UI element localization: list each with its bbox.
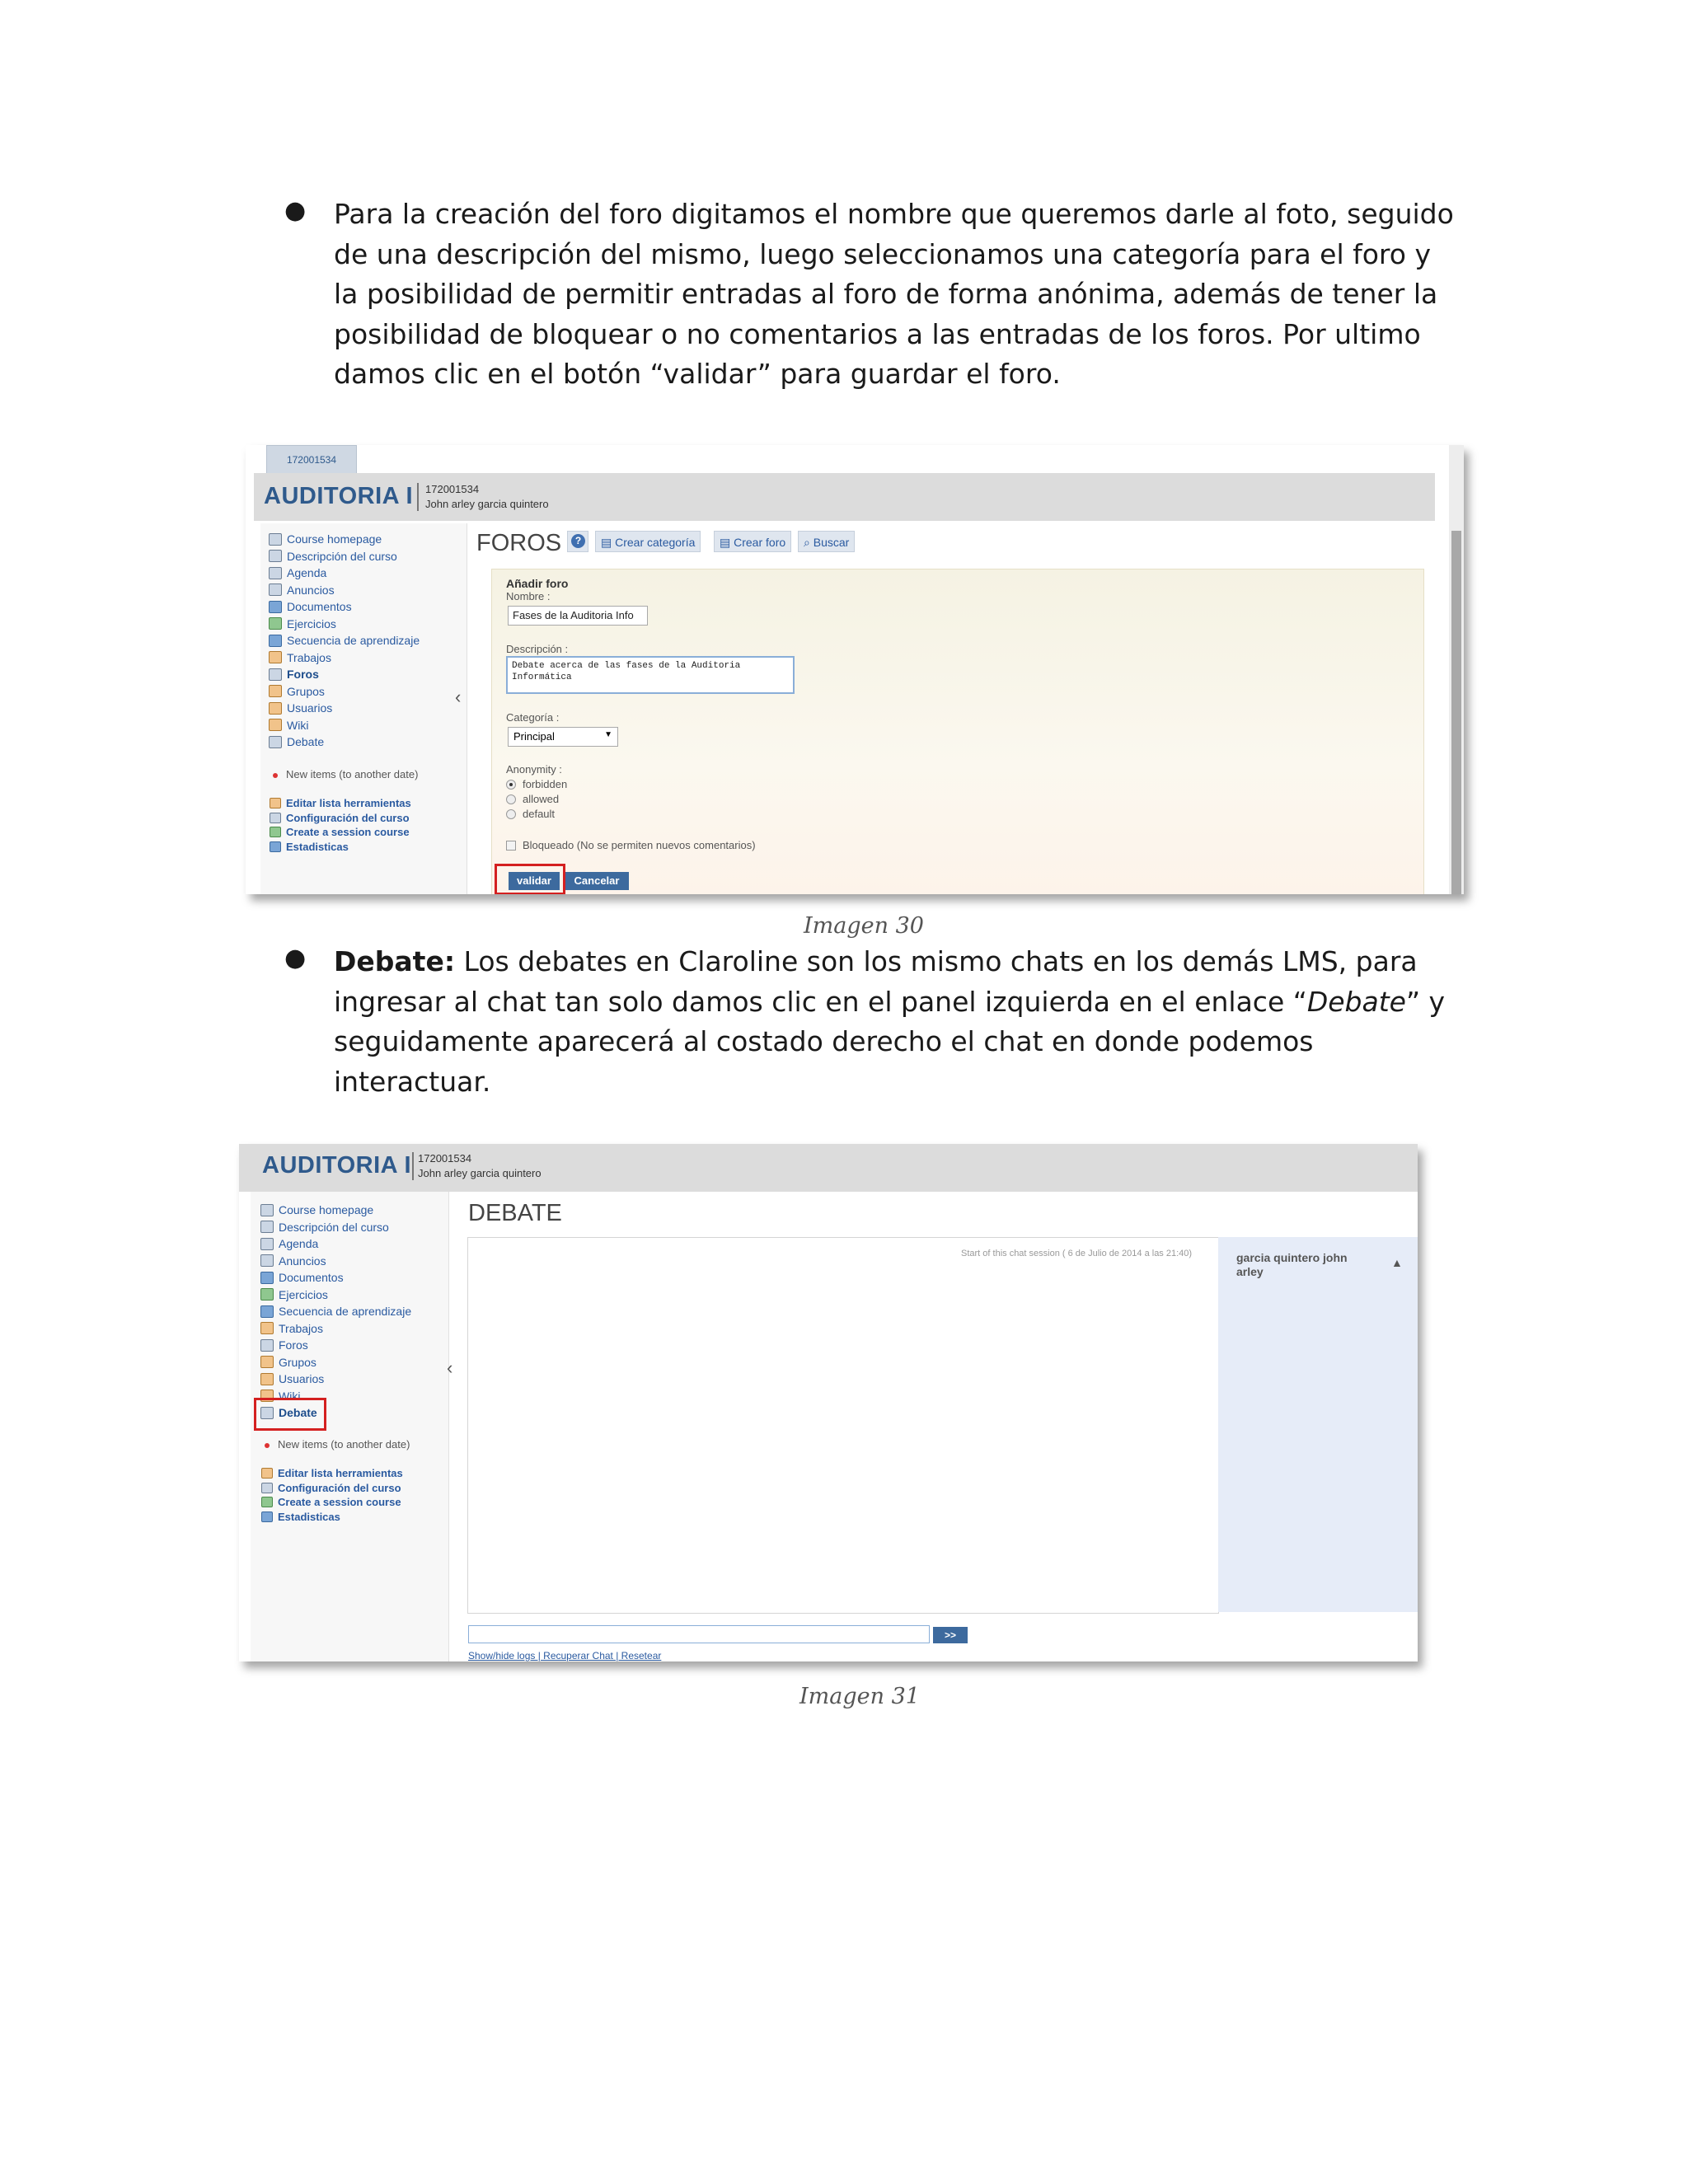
tool-label: Estadisticas [286, 840, 349, 853]
checkmark-icon [260, 1288, 274, 1301]
participant-name: garcia quintero john arley [1236, 1251, 1348, 1278]
radio-forbidden[interactable] [506, 778, 567, 790]
menu-item-label: Debate [279, 1406, 317, 1420]
course-title[interactable]: AUDITORIA I [262, 1152, 412, 1179]
menu-item-ejercicios[interactable] [269, 616, 420, 633]
collapse-chevron-icon[interactable]: ‹ [447, 1357, 453, 1378]
user-icon [260, 1373, 274, 1385]
menu-item-label: Secuencia de aprendizaje [279, 1305, 412, 1319]
tool-label: Editar lista herramientas [278, 1467, 403, 1480]
menu-item-label: Agenda [287, 566, 327, 580]
collapse-chevron-icon[interactable]: ‹ [455, 687, 462, 707]
checkbox-label: Bloqueado (No se permiten nuevos comentarios) [523, 839, 756, 851]
new-item-dot-icon [273, 773, 278, 778]
folder-icon [260, 1272, 274, 1284]
menu-item-descripcion[interactable] [269, 548, 420, 565]
button-label: Crear foro [734, 536, 786, 549]
tool-estadisticas[interactable] [261, 1510, 403, 1525]
home-icon [269, 533, 282, 546]
forum-add-icon: ▤ [720, 536, 734, 549]
user-name: John arley garcia quintero [425, 498, 549, 510]
tool-label: Create a session course [286, 826, 410, 839]
menu-item-usuarios[interactable] [260, 1371, 411, 1388]
chat-input[interactable] [468, 1625, 930, 1643]
chat-links[interactable]: Show/hide logs | Recuperar Chat | Resetear [468, 1650, 662, 1661]
course-tools [270, 796, 411, 854]
menu-item-ejercicios[interactable] [260, 1286, 411, 1304]
tool-label: Create a session course [278, 1496, 401, 1509]
menu-item-agenda[interactable] [260, 1235, 411, 1253]
menu-item-label: Ejercicios [287, 616, 336, 630]
chart-icon [261, 1511, 273, 1522]
bullet: ● [284, 196, 307, 225]
cancelar-button[interactable]: Cancelar [565, 872, 629, 890]
tool-configuracion[interactable] [270, 811, 411, 826]
menu-item-documentos[interactable] [269, 598, 420, 616]
group-icon [260, 1356, 274, 1368]
anonymity-label: Anonymity : [506, 763, 562, 776]
chart-icon [270, 841, 281, 852]
chat-start-note: Start of this chat session ( 6 de Julio de 2014 a las 21:40) [961, 1249, 1193, 1258]
menu-item-label: Documentos [287, 600, 352, 614]
chat-icon [269, 736, 282, 748]
folder-add-icon: ▤ [601, 536, 616, 549]
menu-item-documentos[interactable] [260, 1269, 411, 1286]
menu-item-agenda[interactable] [269, 565, 420, 582]
nombre-label: Nombre : [506, 590, 551, 602]
wiki-icon [269, 719, 282, 731]
scrollbar-thumb[interactable] [1451, 531, 1461, 894]
categoria-value: Principal [513, 730, 555, 743]
home-icon [260, 1204, 274, 1216]
tool-configuracion[interactable] [261, 1481, 403, 1496]
pencil-icon [261, 1468, 273, 1479]
participants-panel [1218, 1237, 1418, 1612]
nombre-input[interactable]: Fases de la Auditoria Info [508, 606, 648, 626]
screenshot-debate [239, 1144, 1418, 1661]
menu-item-secuencia[interactable] [260, 1303, 411, 1320]
menu-item-label: Grupos [279, 1355, 316, 1369]
chevron-down-icon: ▼ [604, 730, 612, 739]
info-icon [260, 1221, 274, 1233]
search-icon: ⌕ [804, 536, 814, 549]
menu-item-descripcion[interactable] [260, 1219, 411, 1236]
course-code: 172001534 [418, 1152, 472, 1165]
user-icon [269, 702, 282, 715]
radio-icon [506, 780, 516, 790]
form-title: Añadir foro [506, 577, 569, 590]
button-label: Crear categoría [615, 536, 696, 549]
new-items-note [273, 768, 418, 780]
tool-estadisticas[interactable] [270, 840, 411, 855]
header-separator [417, 483, 419, 511]
menu-item-anuncios[interactable] [260, 1253, 411, 1270]
tool-create-session[interactable] [270, 825, 411, 840]
tool-label: Estadisticas [278, 1510, 340, 1523]
menu-item-label: Usuarios [287, 701, 333, 715]
menu-item-label: Anuncios [279, 1254, 326, 1268]
radio-icon [506, 794, 516, 804]
menu-item-course-homepage[interactable] [260, 1202, 411, 1219]
menu-item-label: Trabajos [279, 1321, 323, 1335]
radio-label: allowed [523, 793, 560, 805]
crear-foro-button[interactable] [714, 531, 791, 552]
new-item-dot-icon [265, 1443, 270, 1448]
menu-item-anuncios[interactable] [269, 582, 420, 599]
refresh-icon [270, 827, 281, 837]
menu-item-label: Debate [287, 735, 325, 749]
menu-item-label: Wiki [279, 1389, 301, 1403]
menu-item-label: Usuarios [279, 1372, 325, 1386]
menu-item-label: Descripción del curso [287, 549, 397, 563]
menu-item-course-homepage[interactable] [269, 531, 420, 548]
pencil-icon [270, 798, 281, 808]
menu-item-label: Anuncios [287, 583, 335, 597]
course-tab[interactable]: 172001534 [266, 445, 357, 474]
scrollbar[interactable] [1449, 445, 1464, 894]
crear-categoria-button[interactable] [595, 531, 701, 552]
menu-item-usuarios[interactable] [269, 700, 420, 717]
tool-editar-lista[interactable] [261, 1466, 403, 1481]
course-menu [269, 531, 420, 751]
new-items-note [265, 1438, 410, 1451]
course-header [254, 473, 1435, 521]
page-title: DEBATE [468, 1200, 562, 1226]
announcement-icon [260, 1254, 274, 1267]
send-button[interactable]: >> [933, 1627, 968, 1643]
calendar-icon [269, 567, 282, 579]
descripcion-label: Descripción : [506, 643, 569, 655]
menu-item-wiki[interactable] [269, 717, 420, 734]
validar-button[interactable]: validar [509, 872, 560, 890]
group-icon [269, 685, 282, 697]
radio-label: default [523, 808, 556, 820]
debate-bold-label: Debate: [334, 945, 456, 977]
menu-item-label: Trabajos [287, 650, 331, 664]
page-title: FOROS [476, 530, 562, 556]
radio-allowed[interactable] [506, 793, 559, 805]
course-menu [260, 1202, 411, 1422]
menu-item-foros[interactable] [260, 1337, 411, 1354]
categoria-select[interactable] [508, 727, 618, 747]
course-code: 172001534 [425, 483, 480, 495]
new-items-label: New items (to another date) [286, 768, 419, 780]
assignment-icon [269, 651, 282, 663]
caption-imagen-30: Imagen 30 [804, 913, 924, 939]
screenshot-foros [246, 445, 1464, 894]
assignment-icon [260, 1322, 274, 1334]
radio-icon [506, 809, 516, 819]
menu-item-label: Documentos [279, 1271, 344, 1285]
highlight-debate [254, 1398, 326, 1431]
menu-item-label: Ejercicios [279, 1287, 328, 1301]
folder-icon [269, 601, 282, 613]
descripcion-textarea[interactable]: Debate acerca de las fases de la Auditoria Informática [506, 656, 795, 694]
categoria-label: Categoría : [506, 711, 560, 724]
chat-messages [467, 1237, 1219, 1614]
checkmark-icon [269, 617, 282, 630]
menu-item-label: Course homepage [279, 1203, 374, 1217]
highlight-validar [495, 864, 565, 894]
menu-item-label: Foros [279, 1338, 308, 1352]
menu-item-label: Secuencia de aprendizaje [287, 634, 420, 648]
header-separator [412, 1152, 414, 1180]
menu-item-grupos[interactable] [260, 1354, 411, 1371]
menu-item-label: Foros [287, 668, 319, 682]
tool-label: Editar lista herramientas [286, 797, 411, 810]
tool-label: Configuración del curso [278, 1481, 401, 1494]
menu-item-label: Course homepage [287, 532, 382, 546]
radio-default[interactable] [506, 808, 555, 820]
paragraph-debate [334, 942, 1455, 1102]
menu-item-trabajos[interactable] [260, 1320, 411, 1338]
buscar-button[interactable] [798, 531, 855, 552]
path-icon [260, 1305, 274, 1318]
announcement-icon [269, 583, 282, 596]
menu-item-debate[interactable] [269, 733, 420, 751]
help-icon: ? [571, 534, 585, 548]
debate-text-part2: ” y seguidamente aparecerá al costado derecho el chat en donde podemos interactuar. [334, 985, 1446, 1098]
bullet: ● [284, 944, 307, 972]
settings-icon [270, 813, 281, 823]
path-icon [269, 635, 282, 647]
course-header [239, 1144, 1418, 1192]
graduation-cap-icon: ▲ [1391, 1256, 1403, 1269]
menu-item-grupos[interactable] [269, 683, 420, 701]
tool-create-session[interactable] [261, 1495, 403, 1510]
menu-item-trabajos[interactable] [269, 649, 420, 667]
forum-icon [260, 1339, 274, 1352]
checkbox-icon [506, 841, 516, 851]
paragraph-forum-creation: Para la creación del foro digitamos el nombre que queremos darle al foto, seguido de una descripción del mismo, luego seleccionamos una categoría para el foro y la posibilidad de permitir entradas al foro de forma anónima, además de tener la posibilidad de bloquear o no comentarios a las entradas de los foros. Por ultimo damos clic en el botón “validar” para guardar el foro. [334, 198, 1454, 390]
forum-icon [269, 668, 282, 681]
menu-item-foros[interactable] [269, 666, 420, 683]
tool-editar-lista[interactable] [270, 796, 411, 811]
user-name: John arley garcia quintero [418, 1167, 542, 1179]
course-title[interactable]: AUDITORIA I [264, 483, 414, 509]
new-items-label: New items (to another date) [278, 1438, 410, 1451]
info-icon [269, 550, 282, 562]
course-tools [261, 1466, 403, 1524]
bloqueado-checkbox[interactable] [506, 839, 756, 851]
menu-item-label: Grupos [287, 684, 325, 698]
debate-italic: Debate [1306, 985, 1406, 1018]
button-label: Buscar [813, 536, 850, 549]
calendar-icon [260, 1238, 274, 1250]
menu-item-label: Descripción del curso [279, 1220, 389, 1234]
debate-text-part1: Los debates en Claroline son los mismo chats en los demás LMS, para ingresar al chat tan solo damos clic en el panel izquierda en el enlace “ [334, 945, 1418, 1018]
radio-label: forbidden [523, 778, 568, 790]
help-button[interactable] [567, 531, 588, 552]
settings-icon [261, 1483, 273, 1493]
refresh-icon [261, 1497, 273, 1507]
menu-item-label: Agenda [279, 1237, 319, 1251]
caption-imagen-31: Imagen 31 [799, 1684, 920, 1709]
menu-item-label: Wiki [287, 718, 309, 732]
menu-item-secuencia[interactable] [269, 632, 420, 649]
tool-label: Configuración del curso [286, 811, 410, 824]
